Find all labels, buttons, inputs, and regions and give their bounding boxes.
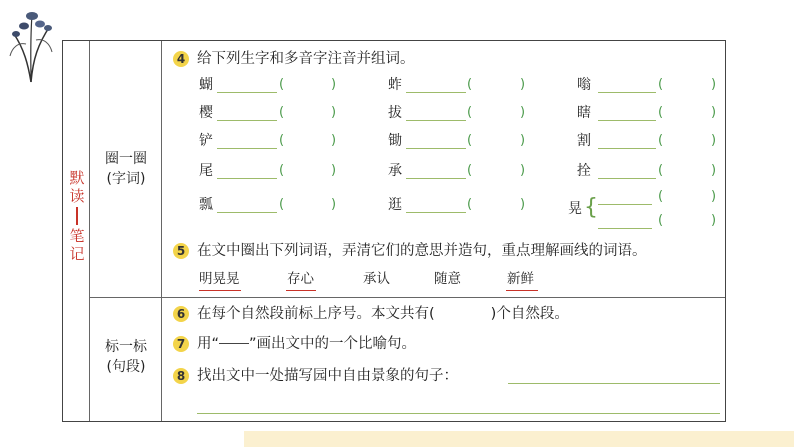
exercise-char: 逛 [388, 197, 402, 213]
word-underline [506, 290, 538, 291]
pinyin-answer-line[interactable] [598, 148, 656, 149]
paren-open: ( [279, 163, 285, 178]
question-6-text [197, 305, 569, 323]
paren-close: ) [331, 105, 337, 120]
section-label-line: 圈一圈 [105, 151, 147, 167]
pinyin-answer-line[interactable] [217, 120, 277, 121]
exercise-char: 瓢 [199, 197, 213, 213]
pinyin-answer-line[interactable] [406, 212, 466, 213]
paren-close: ) [711, 163, 717, 178]
paren-open: ( [279, 133, 285, 148]
sample-line-mark [219, 343, 249, 345]
paren-open: ( [658, 77, 664, 92]
pinyin-answer-line[interactable] [217, 92, 277, 93]
section-divider [90, 297, 725, 298]
exercise-char: 蝴 [199, 77, 213, 93]
pinyin-answer-line[interactable] [598, 120, 656, 121]
paren-close: ) [711, 105, 717, 120]
paren-open: ( [279, 197, 285, 212]
paren-open: ( [658, 189, 664, 204]
exercise-char: 瞎 [577, 105, 591, 121]
paren-close: ) [331, 163, 337, 178]
paren-open: ( [658, 213, 664, 228]
exercise-char: 割 [577, 133, 591, 149]
paren-open: ( [279, 77, 285, 92]
paren-close: ) [520, 133, 526, 148]
section-label-words [90, 149, 162, 189]
vocab-word: 新鲜 [507, 271, 534, 287]
pinyin-answer-line[interactable] [406, 148, 466, 149]
footer-bar [244, 431, 794, 447]
word-underline [286, 290, 316, 291]
question-6-text-after: )个自然段。 [490, 306, 569, 322]
exercise-char: 晃 [568, 201, 582, 217]
pinyin-answer-line[interactable] [598, 92, 656, 93]
sidebar-char: 记 [69, 245, 85, 263]
question-7-text-after: ”画出文中的一个比喻句。 [249, 336, 417, 352]
exercise-char: 尾 [199, 163, 213, 179]
paren-close: ) [520, 163, 526, 178]
paren-close: ) [711, 77, 717, 92]
pinyin-answer-line[interactable] [406, 120, 466, 121]
sidebar-char: 笔 [69, 227, 85, 245]
paren-open: ( [467, 77, 473, 92]
question-7-text-before: 用“ [197, 336, 220, 352]
pinyin-answer-line[interactable] [598, 204, 652, 205]
paren-open: ( [658, 163, 664, 178]
question-number-badge: 5 [173, 243, 189, 259]
question-7-text [197, 335, 416, 353]
question-5-text: 在文中圈出下列词语，弄清它们的意思并造句，重点理解画线的词语。 [197, 243, 647, 259]
vocab-word: 承认 [363, 271, 390, 287]
vocab-word: 明晃晃 [199, 271, 240, 287]
sidebar-char: 读 [69, 187, 85, 205]
pinyin-answer-line[interactable] [598, 178, 656, 179]
answer-line[interactable] [508, 383, 720, 384]
paren-open: ( [467, 197, 473, 212]
paren-close: ) [331, 133, 337, 148]
exercise-char: 蚱 [388, 77, 402, 93]
question-number-badge: 8 [173, 368, 189, 384]
exercise-char: 铲 [199, 133, 213, 149]
pinyin-answer-line[interactable] [406, 178, 466, 179]
question-number-badge: 4 [173, 51, 189, 67]
paren-close: ) [711, 213, 717, 228]
vocab-word: 存心 [287, 271, 314, 287]
section-label-sentences [90, 337, 162, 377]
pinyin-answer-line[interactable] [406, 92, 466, 93]
sidebar-title [68, 169, 86, 263]
bracket-icon: { [584, 195, 598, 220]
paren-close: ) [331, 77, 337, 92]
sidebar-char: 默 [69, 169, 85, 187]
section-label-line: 标一标 [105, 339, 147, 355]
question-number-badge: 6 [173, 306, 189, 322]
pinyin-answer-line[interactable] [217, 178, 277, 179]
exercise-char: 樱 [199, 105, 213, 121]
pinyin-answer-line[interactable] [217, 212, 277, 213]
paren-close: ) [520, 197, 526, 212]
question-number-badge: 7 [173, 336, 189, 352]
section-label-line: (字词) [106, 171, 146, 187]
paren-open: ( [658, 105, 664, 120]
paren-open: ( [658, 133, 664, 148]
reading-notes-table [62, 40, 726, 422]
section-label-line: (句段) [106, 359, 146, 375]
exercise-char: 拴 [577, 163, 591, 179]
answer-line[interactable] [197, 413, 720, 414]
paren-close: ) [711, 133, 717, 148]
paren-open: ( [467, 105, 473, 120]
paren-close: ) [520, 105, 526, 120]
sidebar-column [63, 41, 90, 421]
pinyin-answer-line[interactable] [598, 228, 652, 229]
vocab-word: 随意 [434, 271, 461, 287]
paren-open: ( [279, 105, 285, 120]
exercise-char: 拔 [388, 105, 402, 121]
word-underline [199, 290, 241, 291]
paren-close: ) [331, 197, 337, 212]
paren-open: ( [467, 133, 473, 148]
paren-close: ) [520, 77, 526, 92]
exercise-char: 承 [388, 163, 402, 179]
pinyin-answer-line[interactable] [217, 148, 277, 149]
sidebar-dash [76, 207, 78, 225]
paren-close: ) [711, 189, 717, 204]
question-4-text: 给下列生字和多音字注音并组词。 [197, 51, 415, 67]
label-column [90, 41, 162, 421]
paren-open: ( [467, 163, 473, 178]
exercise-char: 嗡 [577, 77, 591, 93]
question-8-text: 找出文中一处描写园中自由景象的句子： [197, 368, 458, 384]
exercise-char: 锄 [388, 133, 402, 149]
question-6-text-before: 在每个自然段前标上序号。本文共有( [197, 306, 435, 322]
orchid-decoration-icon [6, 4, 56, 84]
